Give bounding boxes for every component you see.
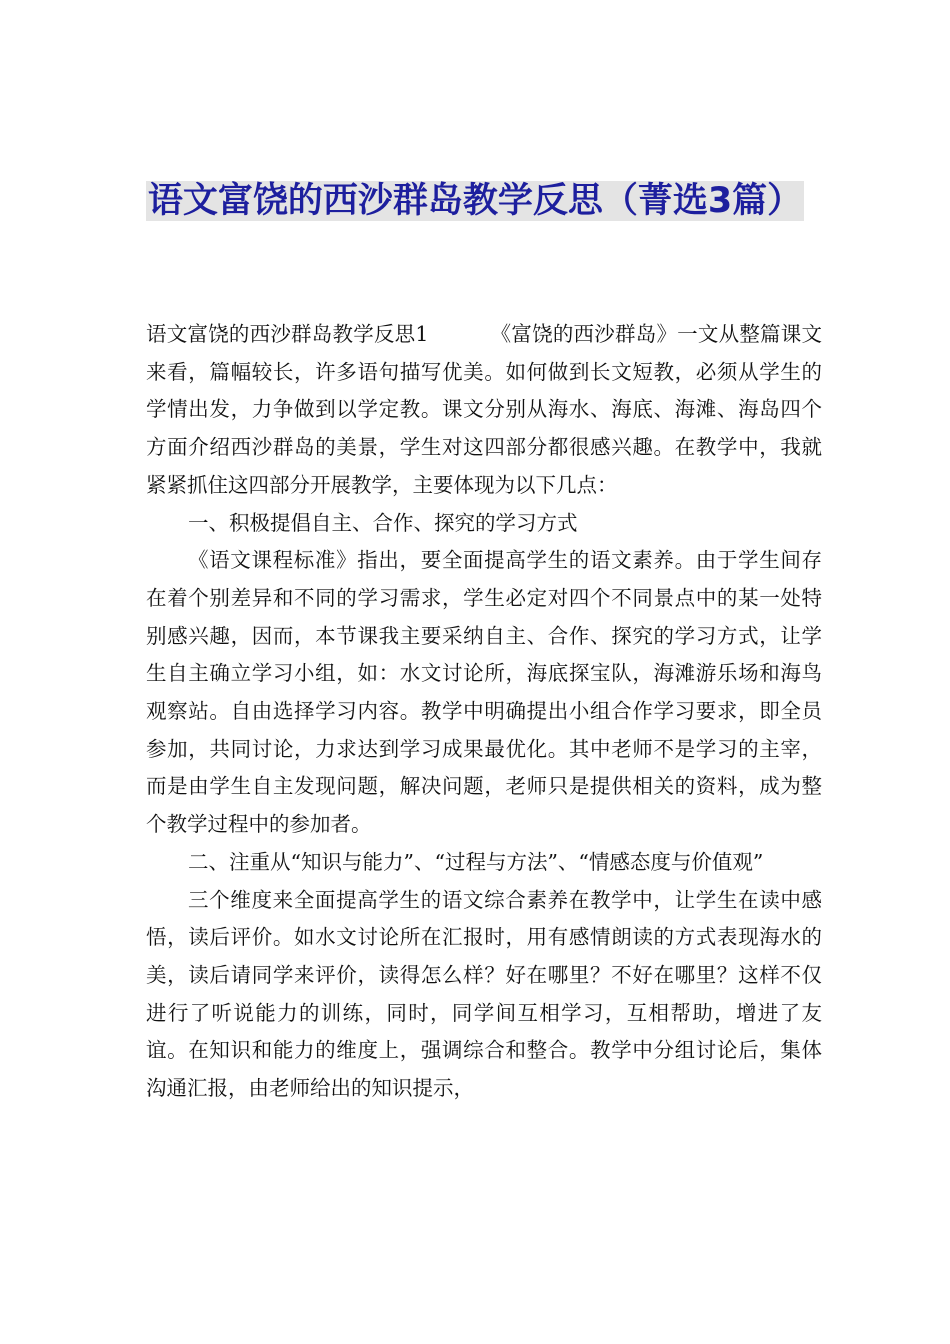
- section-heading-1: 语文富饶的西沙群岛教学反思1: [146, 322, 429, 346]
- paragraph-2: 《语文课程标准》指出，要全面提高学生的语文素养。由于学生间存在着个别差异和不同的学习需求，学生必定对四个不同景点中的某一处特别感兴趣，因而，本节课我主要采纳自主、合作、探究的学习方式，让学生自主确立学习小组，如：水文讨论所，海底探宝队，海滩游乐场和海鸟观察站。自由选择学习内容。教学中明确提出小组合作学习要求，即全员参加，共同讨论，力求达到学习成果最优化。其中老师不是学习的主宰，而是由学生自主发现问题，解决问题，老师只是提供相关的资料，成为整个教学过程中的参加者。: [146, 548, 822, 837]
- subheading-2: 二、注重从“知识与能力”、“过程与方法”、“情感态度与价值观”: [188, 849, 764, 874]
- paragraph-intro: [146, 316, 822, 505]
- paragraph-text: 《富饶的西沙群岛》一文从整篇课文来看，篇幅较长，许多语句描写优美。如何做到长文短教，必须从学生的学情出发，力争做到以学定教。课文分别从海水、海底、海滩、海岛四个方面介绍西沙群岛的美景，学生对这四部分都很感兴趣。在教学中，我就紧紧抓住这四部分开展教学，主要体现为以下几点：: [146, 322, 822, 497]
- paragraph-3: 三个维度来全面提高学生的语文综合素养在教学中，让学生在读中感悟，读后评价。如水文讨论所在汇报时，用有感情朗读的方式表现海水的美，读后请同学来评价，读得怎么样？好在哪里？不好在哪里？这样不仅进行了听说能力的训练，同时，同学间互相学习，互相帮助，增进了友谊。在知识和能力的维度上，强调综合和整合。教学中分组讨论后，集体沟通汇报，由老师给出的知识提示，: [146, 887, 822, 1101]
- document-title: [140, 175, 810, 228]
- document-body: [146, 316, 822, 1108]
- title-text: 语文富饶的西沙群岛教学反思（菁选3篇）: [147, 181, 803, 221]
- subheading-1: 一、积极提倡自主、合作、探究的学习方式: [188, 510, 578, 535]
